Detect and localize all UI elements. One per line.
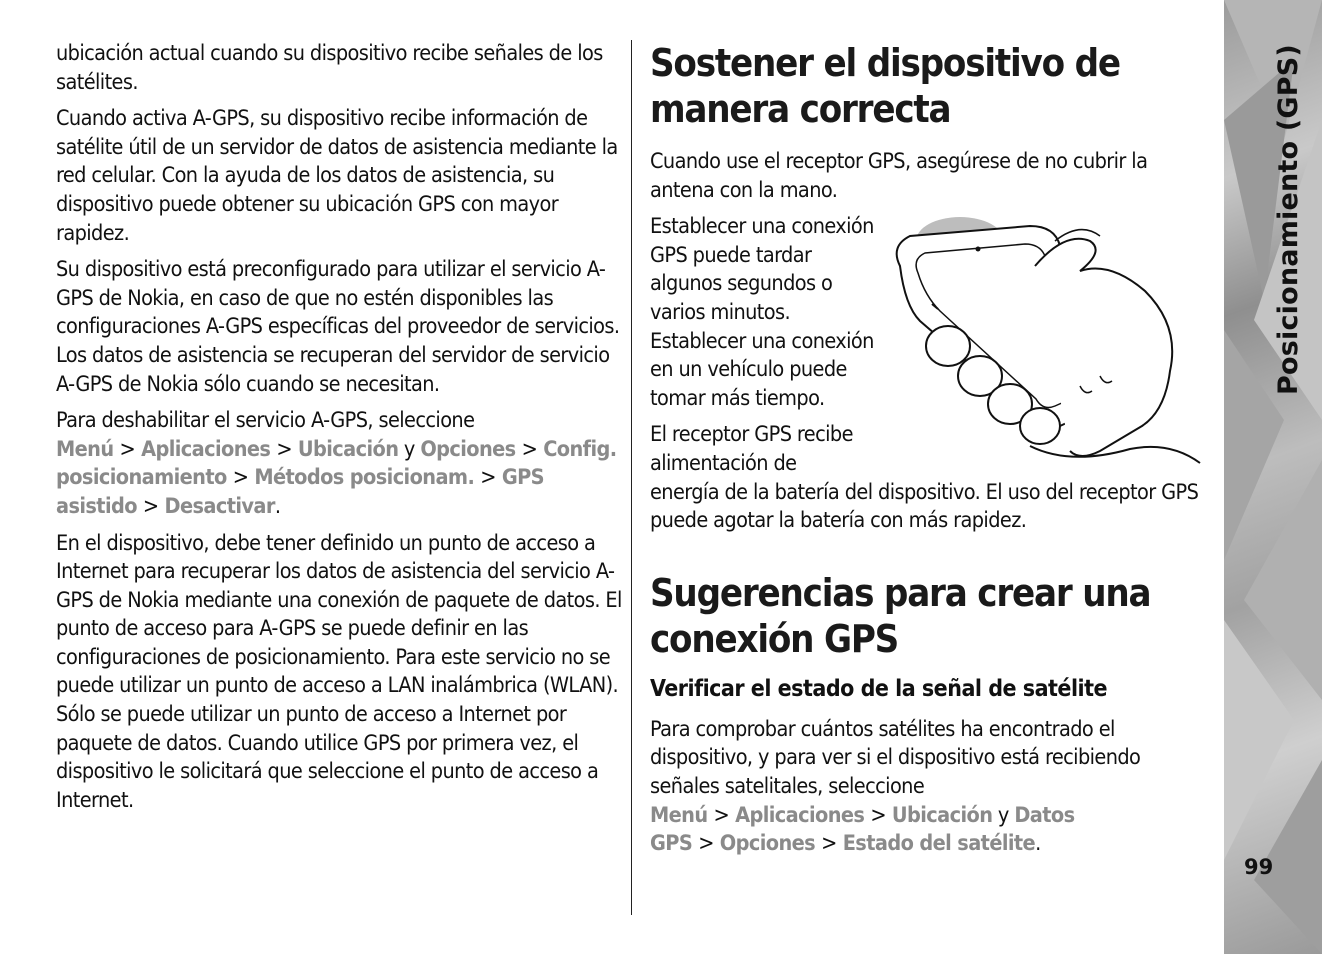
right-column <box>650 40 1215 867</box>
menu-item-gps-data: Datos GPS <box>650 802 1075 857</box>
paragraph: Su dispositivo está preconfigurado para utilizar el servicio A-GPS de Nokia, en caso de que no estén disponibles las configuraciones A-GPS específicas del proveedor de servicios. Los datos de asistencia se recuperan del servidor de servicio A-GPS de Nokia sólo cuando se necesitan. <box>56 257 620 397</box>
menu-separator: > <box>119 436 136 462</box>
menu-separator: > <box>232 465 249 491</box>
chapter-title: Posicionamiento (GPS) <box>1273 44 1304 395</box>
section-heading: Sostener el dispositivo de manera correcta <box>650 41 1120 131</box>
page-number: 99 <box>1244 855 1274 879</box>
menu-item-menu: Menú <box>650 802 708 828</box>
left-column <box>56 40 622 823</box>
menu-item-location: Ubicación <box>891 802 993 828</box>
subsection-heading: Verificar el estado de la señal de satélite <box>650 675 1108 702</box>
paragraph-menu-path: Para comprobar cuántos satélites ha encontrado el dispositivo, y para ver si el dispositivo está recibiendo señales satelitales, seleccione Menú > Aplicaciones > Ubicación y Datos GPS > Opciones > Estado del satélite. <box>650 716 1141 857</box>
menu-separator: > <box>870 802 886 828</box>
paragraph-text: Para deshabilitar el servicio A-GPS, seleccione <box>56 408 475 434</box>
paragraph-text: El receptor GPS recibe alimentación de <box>650 422 853 476</box>
menu-item-location: Ubicación <box>297 436 399 462</box>
menu-item-deactivate: Desactivar <box>164 493 275 519</box>
menu-item-positioning-methods: Métodos posicionam. <box>254 465 475 491</box>
paragraph: Establecer una conexión GPS puede tardar algunos segundos o varios minutos. Establecer una conexión en un vehículo puede tomar más tiempo. <box>650 214 874 411</box>
hand-holding-phone-illustration <box>880 211 1215 471</box>
paragraph: Cuando activa A-GPS, su dispositivo recibe información de satélite útil de un servidor de datos de asistencia mediante la red celular. Con la ayuda de los datos de asistencia, su dispositivo puede obtener su ubicación GPS con mayor rapidez. <box>56 106 618 246</box>
section-heading: Sugerencias para crear una conexión GPS <box>650 570 1151 661</box>
menu-separator: > <box>713 802 730 828</box>
menu-separator: > <box>821 831 837 857</box>
menu-separator: > <box>698 831 714 857</box>
paragraph-menu-path: Para deshabilitar el servicio A-GPS, seleccione Menú > Aplicaciones > Ubicación y Opciones > Config. posicionamiento > Métodos posicionam. > GPS asistido > Desactivar. <box>56 408 617 519</box>
paragraph: En el dispositivo, debe tener definido un punto de acceso a Internet para recuperar los datos de asistencia del servicio A-GPS de Nokia mediante una conexión de paquete de datos. El punto de acceso para A-GPS se puede definir en las configuraciones de posicionamiento. Para este servicio no se puede utilizar un punto de acceso a LAN inalámbrica (WLAN). Sólo se puede utilizar un punto de acceso a Internet por paquete de datos. Cuando utilice GPS por primera vez, el dispositivo le solicitará que seleccione el punto de acceso a Internet. <box>56 530 622 813</box>
menu-item-satellite-status: Estado del satélite <box>842 831 1036 857</box>
menu-item-menu: Menú <box>56 436 114 462</box>
menu-separator: > <box>480 465 496 491</box>
paragraph: Cuando use el receptor GPS, asegúrese de no cubrir la antena con la mano. <box>650 149 1148 203</box>
illustration-block <box>650 213 1215 536</box>
paragraph-text: energía de la batería del dispositivo. El uso del receptor GPS puede agotar la batería con más rapidez. <box>650 479 1199 534</box>
column-divider <box>631 40 632 915</box>
menu-separator: > <box>142 493 159 519</box>
menu-item-assisted-gps: GPS asistido <box>56 465 544 519</box>
conjunction: y <box>403 436 415 462</box>
paragraph-text: Para comprobar cuántos satélites ha encontrado el dispositivo, y para ver si el dispositivo está recibiendo señales satelitales, seleccione <box>650 716 1141 799</box>
menu-item-applications: Aplicaciones <box>735 802 865 828</box>
menu-item-positioning-settings: Config. posicionamiento <box>56 436 617 491</box>
menu-separator: > <box>521 436 538 462</box>
conjunction: y <box>997 802 1009 828</box>
menu-separator: > <box>276 436 292 462</box>
menu-item-applications: Aplicaciones <box>141 436 271 462</box>
menu-item-options: Opciones <box>420 436 516 462</box>
paragraph: ubicación actual cuando su dispositivo recibe señales de los satélites. <box>56 41 603 95</box>
menu-item-options: Opciones <box>719 831 816 857</box>
